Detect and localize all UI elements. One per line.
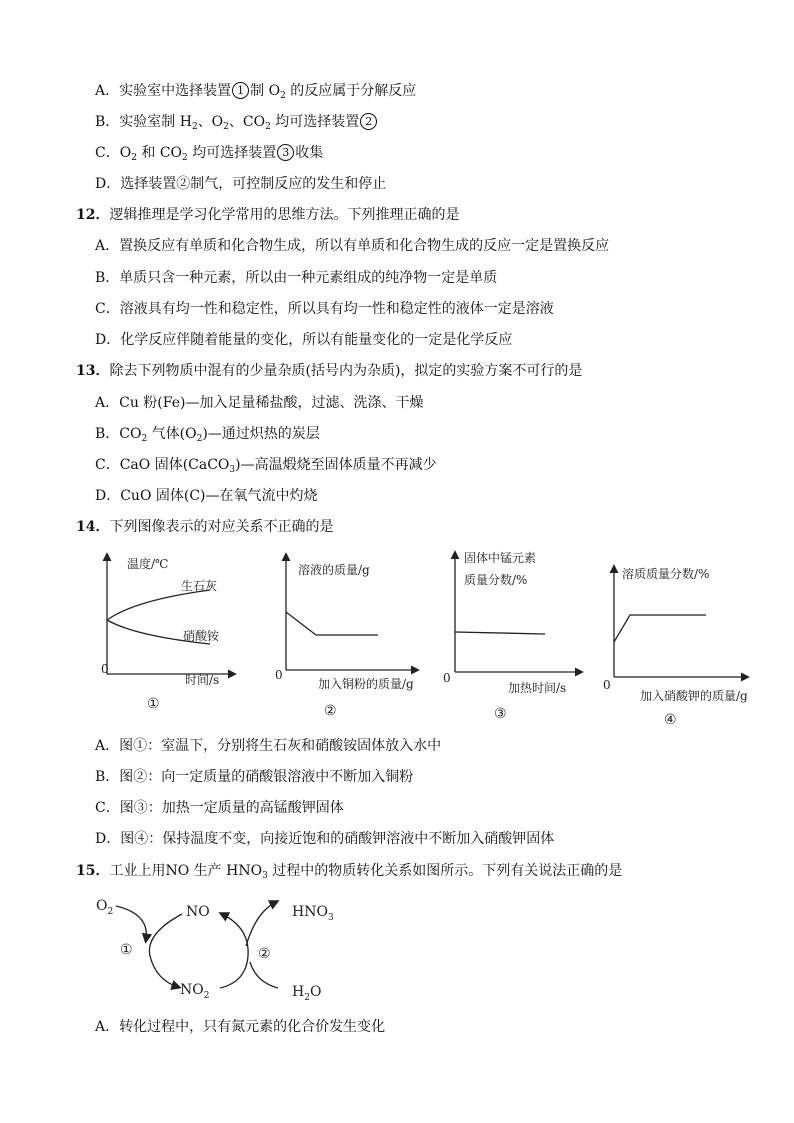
text: H (292, 984, 305, 1000)
subscript: 3 (262, 871, 268, 881)
y-axis-label-line1: 固体中锰元素 (464, 551, 537, 565)
text: O (96, 898, 108, 914)
text: 除去下列物质中混有的少量杂质(括号内为杂质)，拟定的实验方案不可行的是 (109, 363, 583, 379)
subscript: 2 (223, 122, 229, 132)
q13-option-d: D．CuO 固体(C)—在氧气流中灼烧 (95, 488, 318, 504)
q12-option-b: B．单质只含一种元素，所以由一种元素组成的纯净物一定是单质 (95, 270, 498, 286)
curve-manganese-fraction (455, 632, 545, 634)
origin-label: 0 (603, 678, 611, 692)
text: 收集 (295, 145, 324, 161)
q11-option-a (95, 81, 416, 101)
q11-option-c (95, 143, 323, 163)
q14-stem (76, 517, 333, 537)
graph-tag: ③ (494, 706, 507, 722)
graph-4 (600, 562, 760, 730)
text: 气体(O (147, 426, 197, 442)
x-axis-label: 加入硝酸钾的质量/g (640, 689, 748, 703)
q12-stem (76, 205, 459, 225)
question-number: 13． (76, 363, 110, 379)
origin-label: 0 (275, 668, 283, 682)
graph-3 (440, 548, 590, 723)
text: )—通过炽热的炭层 (202, 426, 320, 442)
text: O (309, 984, 322, 1000)
origin-label: 0 (101, 662, 109, 676)
q13-stem (76, 361, 582, 381)
formula-o2 (96, 898, 113, 917)
question-number: 15． (76, 863, 110, 879)
q12-option-c: C．溶液具有均一性和稳定性，所以具有均一性和稳定性的液体一定是溶液 (95, 301, 554, 317)
text: C．O (95, 145, 132, 161)
y-axis-label: 温度/℃ (127, 557, 169, 571)
subscript: 2 (304, 993, 310, 1003)
arrow-o2-in (116, 906, 146, 940)
curve-quicklime (107, 590, 210, 620)
text: 和 CO (136, 145, 183, 161)
subscript: 2 (107, 907, 114, 917)
text: 下列图像表示的对应关系不正确的是 (109, 519, 334, 535)
curve-solution-mass (286, 612, 378, 635)
y-axis-label: 溶质质量分数/% (622, 567, 710, 581)
text: HNO (292, 904, 328, 920)
q14-option-b: B．图②：向一定质量的硝酸银溶液中不断加入铜粉 (95, 769, 414, 785)
q11-option-d: D．选择装置②制气，可控制反应的发生和停止 (95, 176, 387, 192)
curve-solute-fraction (614, 615, 706, 642)
text: 过程中的物质转化关系如图所示。下列有关说法正确的是 (267, 863, 623, 879)
graph-tag: ① (147, 696, 160, 710)
q14-option-a: A．图①：室温下，分别将生石灰和硝酸铵固体放入水中 (95, 738, 442, 754)
text: )—高温煅烧至固体质量不再减少 (235, 457, 437, 473)
q14-option-c: C．图③：加热一定质量的高锰酸钾固体 (95, 800, 344, 816)
formula-no2 (180, 982, 209, 1001)
subscript: 3 (327, 913, 334, 923)
q13-option-c (95, 455, 437, 475)
text: 均可选择装置 (187, 145, 277, 161)
graph-2 (272, 548, 427, 720)
x-axis-label: 加热时间/s (508, 681, 567, 695)
arrow-no-to-no2 (149, 914, 182, 987)
formula-h2o (292, 984, 321, 1003)
subscript: 2 (203, 991, 210, 1001)
formula-hno3 (292, 904, 334, 923)
graph-tag: ② (324, 703, 337, 719)
q15-stem (76, 861, 622, 881)
arrow-hno3-out (246, 902, 276, 946)
q13-option-b (95, 424, 320, 444)
y-axis-label-line2: 质量分数/% (464, 573, 528, 587)
subscript: 2 (265, 122, 271, 132)
q12-option-d: D．化学反应伴随着能量的变化，所以有能量变化的一定是化学反应 (95, 332, 513, 348)
text: 逻辑推理是学习化学常用的思维方法。下列推理正确的是 (109, 207, 460, 223)
subscript: 3 (229, 465, 236, 475)
text: B．CO (95, 426, 142, 442)
text: B．实验室制 H (95, 114, 192, 130)
subscript: 2 (141, 434, 148, 444)
q14-option-d: D．图④：保持温度不变，向接近饱和的硝酸钾溶液中不断加入硝酸钾固体 (95, 831, 555, 847)
circled-number: 3 (277, 144, 294, 161)
text: 工业上用NO 生产 HNO (109, 863, 263, 879)
subscript: 2 (280, 91, 286, 101)
text: 均可选择装置 (270, 114, 360, 130)
subscript: 2 (182, 153, 188, 163)
x-axis-label: 加入铜粉的质量/g (318, 677, 414, 691)
formula-no: NO (186, 904, 210, 920)
graph-1 (95, 548, 245, 710)
step-1-label: ① (120, 942, 133, 958)
x-axis-label: 时间/s (185, 673, 220, 687)
arrow-no2-to-no (220, 914, 248, 988)
origin-label: 0 (443, 671, 451, 685)
y-axis-label: 溶液的质量/g (298, 563, 370, 577)
circled-number: 1 (232, 82, 249, 99)
label-quicklime: 生石灰 (181, 579, 218, 593)
circled-number: 2 (360, 113, 377, 130)
text: 、O (197, 114, 224, 130)
text: 制 O (250, 83, 281, 99)
question-number: 14． (76, 519, 110, 535)
q11-option-b (95, 112, 378, 132)
q12-option-a: A．置换反应有单质和化合物生成，所以有单质和化合物生成的反应一定是置换反应 (95, 238, 610, 254)
text: 的反应属于分解反应 (285, 83, 417, 99)
step-2-label: ② (258, 946, 271, 962)
question-number: 12． (76, 207, 110, 223)
text: C．CaO 固体(CaCO (95, 457, 230, 473)
label-ammonium-nitrate: 硝酸铵 (183, 629, 220, 643)
q15-option-a: A．转化过程中，只有氮元素的化合价发生变化 (95, 1019, 386, 1035)
q13-option-a: A．Cu 粉(Fe)—加入足量稀盐酸，过滤、洗涤、干燥 (95, 395, 424, 411)
subscript: 2 (196, 434, 203, 444)
subscript: 2 (131, 153, 137, 163)
graph-tag: ④ (664, 712, 677, 728)
arrow-h2o-in (250, 962, 278, 988)
text: 、CO (228, 114, 266, 130)
text: NO (180, 982, 204, 998)
conversion-diagram (90, 890, 350, 1010)
subscript: 2 (191, 122, 198, 132)
text: A．实验室中选择装置 (95, 83, 232, 99)
